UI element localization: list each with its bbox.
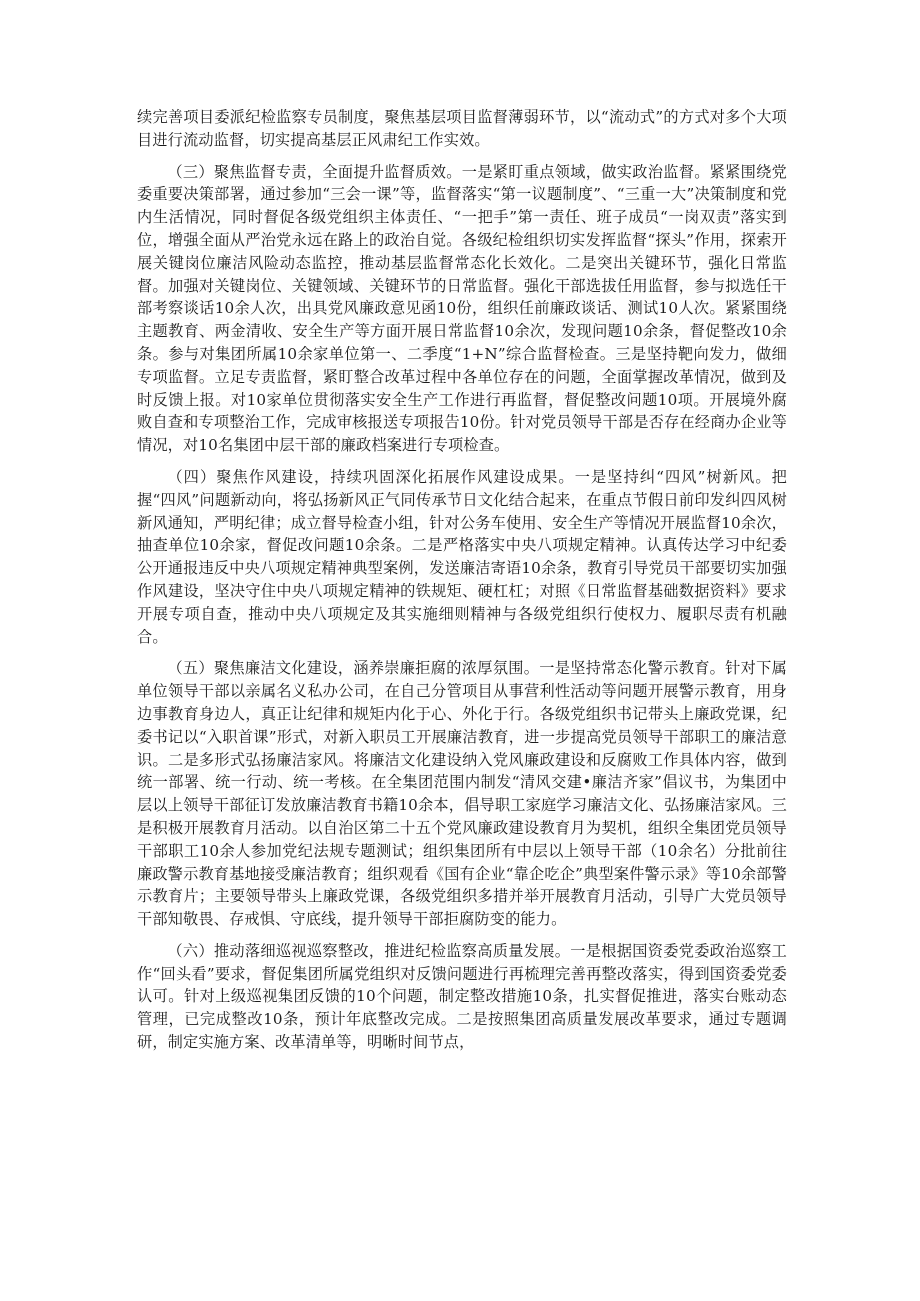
paragraph-section-3: （三）聚焦监督专责，全面提升监督质效。一是紧盯重点领域，做实政治监督。紧紧围绕党委重要决策部署，通过参加“三会一课”等，监督落实“第一议题制度”、“三重一大”决策制度和党内生活情况，同时督促各级党组织主体责任、“一把手”第一责任、班子成员“一岗双责”落实到位，增强全面从严治党永远在路上的政治自觉。各级纪检组织切实发挥监督“探头”作用，探索开展关键岗位廉洁风险动态监控，推动基层监督常态化长效化。二是突出关键环节，强化日常监督。加强对关键岗位、关键领域、关键环节的日常监督。强化干部选拔任用监督，参与拟选任干部考察谈话10余人次，出具党风廉政意见函10份，组织任前廉政谈话、测试10人次。紧紧围绕主题教育、两金清收、安全生产等方面开展日常监督10余次，发现问题10余条，督促整改10余条。参与对集团所属10余家单位第一、二季度“1+N”综合监督检查。三是坚持靶向发力，做细专项监督。立足专责监督，紧盯整合改革过程中各单位存在的问题，全面掌握改革情况，做到及时反馈上报。对10家单位贯彻落实安全生产工作进行再监督，督促整改问题10项。开展境外腐败自查和专项整治工作，完成审核报送专项报告10份。针对党员领导干部是否存在经商办企业等情况，对10名集团中层干部的廉政档案进行专项检查。 xyxy=(137,162,787,455)
paragraph-continuation: 续完善项目委派纪检监察专员制度，聚焦基层项目监督薄弱环节，以“流动式”的方式对多个大项目进行流动监督，切实提高基层正风肃纪工作实效。 xyxy=(137,108,787,149)
paragraph-section-5: （五）聚焦廉洁文化建设，涵养崇廉拒腐的浓厚氛围。一是坚持常态化警示教育。针对下属单位领导干部以亲属名义私办公司，在自己分管项目从事营利性活动等问题开展警示教育，用身边事教育身边人，真正让纪律和规矩内化于心、外化于行。各级党组织书记带头上廉政党课，纪委书记以“入职首课”形式，对新入职员工开展廉洁教育，进一步提高党员领导干部职工的廉洁意识。二是多形式弘扬廉洁家风。将廉洁文化建设纳入党风廉政建设和反腐败工作具体内容，做到统一部署、统一行动、统一考核。在全集团范围内制发“清风交建•廉洁齐家”倡议书，为集团中层以上领导干部征订发放廉洁教育书籍10余本，倡导职工家庭学习廉洁文化、弘扬廉洁家风。三是积极开展教育月活动。以自治区第二十五个党风廉政建设教育月为契机，组织全集团党员领导干部职工10余人参加党纪法规专题测试；组织集团所有中层以上领导干部（10余名）分批前往廉政警示教育基地接受廉洁教育；组织观看《国有企业“靠企吃企”典型案件警示录》等10余部警示教育片；主要领导带头上廉政党课，各级党组织多措并举开展教育月活动，引导广大党员领导干部知敬畏、存戒惧、守底线，提升领导干部拒腐防变的能力。 xyxy=(137,659,787,929)
document-page xyxy=(137,106,787,1286)
paragraph-section-4: （四）聚焦作风建设，持续巩固深化拓展作风建设成果。一是坚持纠“四风”树新风。把握“四风”问题新动向，将弘扬新风正气同传承节日文化结合起来，在重点节假日前印发纠四风树新风通知，严明纪律；成立督导检查小组，针对公务车使用、安全生产等情况开展监督10余次，抽查单位10余家，督促改问题10余条。二是严格落实中央八项规定精神。认真传达学习中纪委公开通报违反中央八项规定精神典型案例，发送廉洁寄语10余条，教育引导党员干部要切实加强作风建设，坚决守住中央八项规定精神的铁规矩、硬杠杠；对照《日常监督基础数据资料》要求开展专项自查，推动中央八项规定及其实施细则精神与各级党组织行使权力、履职尽责有机融合。 xyxy=(137,467,787,646)
paragraph-section-6: （六）推动落细巡视巡察整改，推进纪检监察高质量发展。一是根据国资委党委政治巡察工作“回头看”要求，督促集团所属党组织对反馈问题进行再梳理完善再整改落实，得到国资委党委认可。针对上级巡视集团反馈的10个问题，制定整改措施10条，扎实督促推进，落实台账动态管理，已完成整改10条，预计年底整改完成。二是按照集团高质量发展改革要求，通过专题调研，制定实施方案、改革清单等，明晰时间节点， xyxy=(137,941,787,1052)
